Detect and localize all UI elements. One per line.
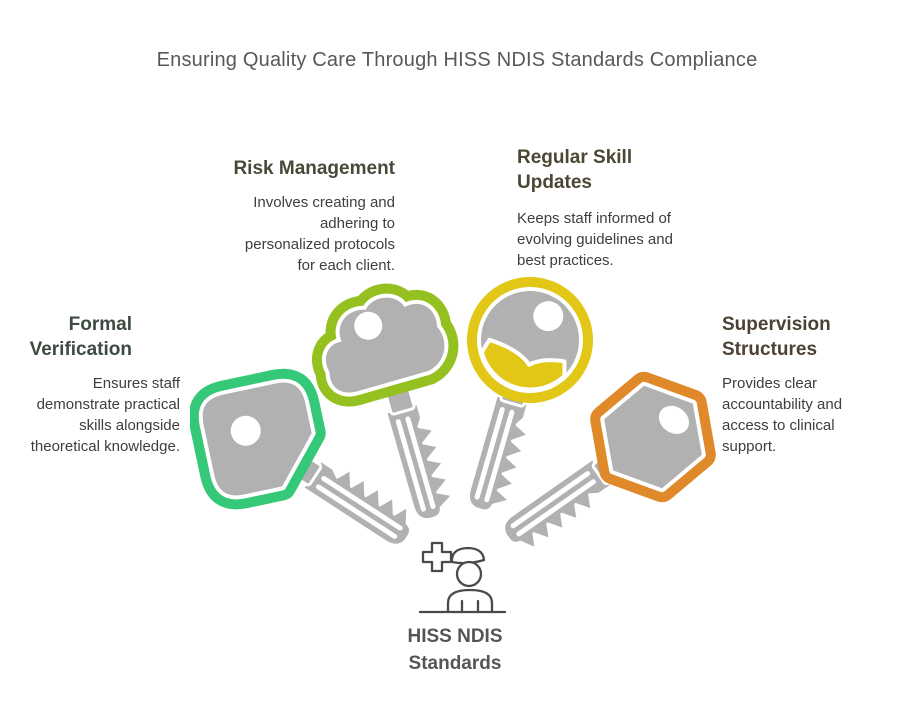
body-supervision-structures: Provides clear accountability and access to clinical support. [722,375,843,456]
center-label: HISS NDIS Standards [407,626,503,674]
nurse-cap-icon [452,548,484,563]
nurse-shoulders [448,590,492,612]
medical-cross-icon [423,543,451,571]
nurse-head [457,562,481,586]
body-formal-verification: Ensures staff demonstrate practical skills alongside theoretical knowledge. [30,375,180,456]
heading-regular-skill-updates: Regular Skill Updates [517,147,633,194]
heading-risk-management: Risk Management [233,158,395,179]
page-title: Ensuring Quality Care Through HISS NDIS Standards Compliance [156,49,758,71]
nurse-with-cross-icon [410,535,520,620]
body-regular-skill-updates: Keeps staff informed of evolving guidelines and best practices. [517,210,673,270]
body-risk-management: Involves creating and adhering to personalized protocols for each client. [244,194,395,275]
heading-formal-verification: Formal Verification [29,314,132,361]
heading-supervision-structures: Supervision Structures [722,314,831,361]
